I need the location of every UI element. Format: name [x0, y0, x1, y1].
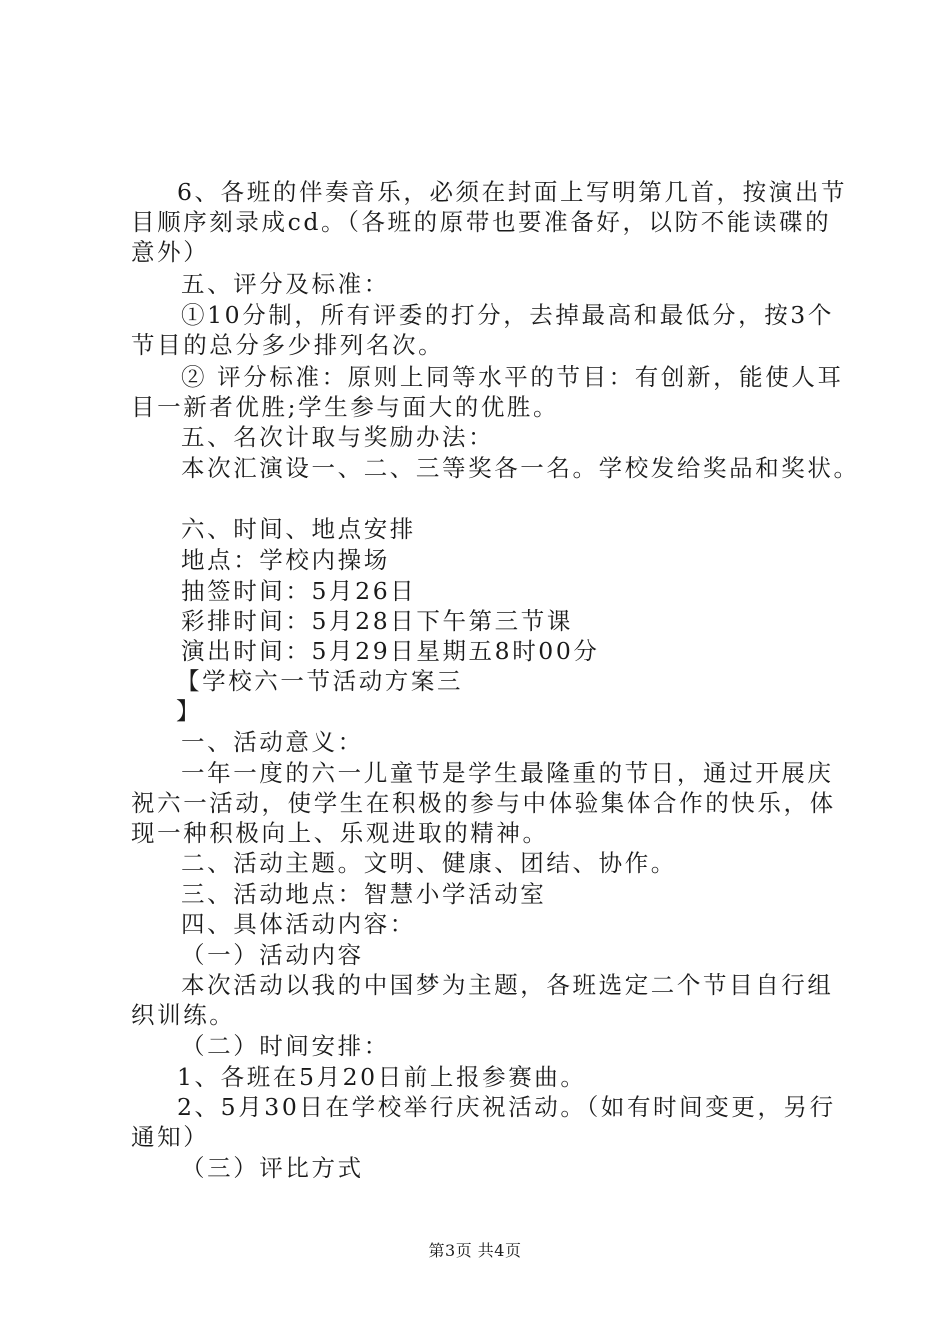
title-line: 】: [176, 697, 203, 725]
page-number: 第3页 共4页: [428, 1241, 522, 1260]
section-heading: 五、名次计取与奖励办法：: [181, 423, 495, 451]
text-line: 织训练。: [131, 1001, 236, 1029]
section-heading: 一、活动意义：: [181, 728, 364, 756]
text-line: 彩排时间：5月28日下午第三节课: [181, 607, 573, 635]
text-line: 1、各班在5月20日前上报参赛曲。: [177, 1063, 587, 1091]
text-line: ①10分制，所有评委的打分，去掉最高和最低分，按3个: [181, 301, 834, 329]
section-heading: 二、活动主题。文明、健康、团结、协作。: [181, 849, 677, 877]
text-line: 现一种积极向上、乐观进取的精神。: [131, 819, 549, 847]
title-line: 【学校六一节活动方案三: [176, 667, 464, 695]
text-line: 一年一度的六一儿童节是学生最隆重的节日，通过开展庆: [181, 759, 834, 787]
text-line: 地点：学校内操场: [181, 546, 390, 574]
text-line: 本次活动以我的中国梦为主题，各班选定二个节目自行组: [181, 971, 834, 999]
text-line: ② 评分标准：原则上同等水平的节目：有创新，能使人耳: [181, 363, 844, 391]
section-heading: 六、时间、地点安排: [181, 515, 416, 543]
text-line: 演出时间：5月29日星期五8时00分: [181, 637, 600, 665]
subsection-heading: （二）时间安排：: [181, 1032, 390, 1060]
text-line: 目顺序刻录成cd。（各班的原带也要准备好，以防不能读碟的: [131, 208, 832, 236]
text-line: 节目的总分多少排列名次。: [131, 331, 445, 359]
section-heading: 三、活动地点：智慧小学活动室: [181, 880, 547, 908]
text-line: 6、各班的伴奏音乐，必须在封面上写明第几首，按演出节: [177, 178, 848, 206]
text-line: 抽签时间：5月26日: [181, 577, 417, 605]
section-heading: 五、评分及标准：: [181, 270, 390, 298]
text-line: 2、5月30日在学校举行庆祝活动。（如有时间变更，另行: [177, 1093, 836, 1121]
section-heading: 四、具体活动内容：: [181, 910, 416, 938]
subsection-heading: （三）评比方式: [181, 1154, 364, 1182]
text-line: 祝六一活动，使学生在积极的参与中体验集体合作的快乐，体: [131, 789, 836, 817]
text-line: 目一新者优胜;学生参与面大的优胜。: [131, 393, 560, 421]
subsection-heading: （一）活动内容: [181, 941, 364, 969]
text-line: 本次汇演设一、二、三等奖各一名。学校发给奖品和奖状。: [181, 454, 860, 482]
text-line: 通知）: [131, 1123, 210, 1151]
text-line: 意外）: [131, 238, 210, 266]
